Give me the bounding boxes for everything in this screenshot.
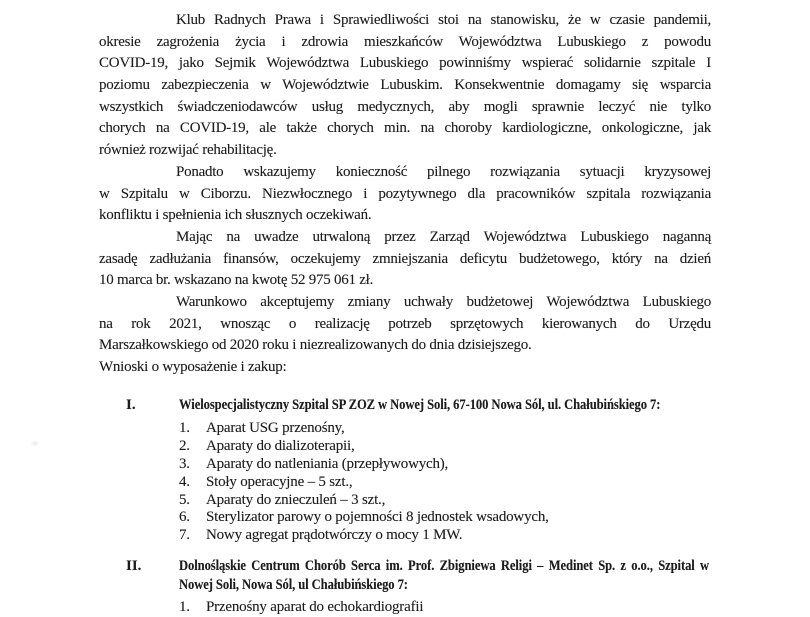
item-number: 1. xyxy=(179,420,190,437)
section-title-line: Nowej Soli, Nowa Sól, ul Chałubińskiego 7: xyxy=(179,576,408,593)
body-line: Warunkowo akceptujemy zmiany uchwały budżetowej Województwa Lubuskiego xyxy=(176,293,711,310)
paragraph-2 xyxy=(99,162,711,227)
body-line: COVID-19, jako Sejmik Województwa Lubuskiego powinniśmy wspierać solidarnie szpitale I xyxy=(99,55,711,72)
paragraph-4 xyxy=(99,292,711,357)
section-title-line: Dolnośląskie Centrum Chorób Serca im. Prof. Zbigniewa Religi – Medinet Sp. z o.o., Szpital w xyxy=(179,557,710,574)
paragraph-3 xyxy=(99,227,711,292)
paragraph-1 xyxy=(99,10,711,162)
requests-intro-line: Wnioski o wyposażenie i zakup: xyxy=(99,359,287,375)
body-line: Marszałkowskiego od 2020 roku i niezrealizowanych do dnia dzisiejszego. xyxy=(99,337,532,354)
item-text: Aparaty do znieczuleń – 3 szt., xyxy=(206,491,386,508)
item-number: 6. xyxy=(179,509,190,526)
document-content xyxy=(99,10,711,617)
section-numeral: I. xyxy=(126,396,136,413)
list-item xyxy=(179,438,711,456)
item-text: Aparat USG przenośny, xyxy=(206,420,345,437)
section-2 xyxy=(99,557,711,617)
scan-artifact xyxy=(30,440,40,447)
item-text: Aparaty do dializoterapii, xyxy=(206,438,355,455)
section-1-items xyxy=(99,420,711,545)
item-number: 5. xyxy=(179,491,190,508)
list-item xyxy=(179,509,711,527)
body-line: Klub Radnych Prawa i Sprawiedliwości stoi na stanowisku, że w czasie pandemii, xyxy=(176,12,711,28)
body-line: zasadę zadłużania finansów, oczekujemy zmniejszania deficytu budżetowego, który na dzień xyxy=(99,250,711,267)
item-text: Aparaty do natleniania (przepływowych), xyxy=(206,455,449,472)
body-line: konfliktu i spełnienia ich słusznych oczekiwań. xyxy=(99,207,372,224)
item-text: Sterylizator parowy o pojemności 8 jednostek wsadowych, xyxy=(206,509,549,526)
body-line: Ponadto wskazujemy konieczność pilnego rozwiązania sytuacji kryzysowej xyxy=(176,163,711,180)
item-number: 3. xyxy=(179,455,190,472)
item-number: 1. xyxy=(179,598,190,615)
list-item xyxy=(179,527,711,545)
section-numeral: II. xyxy=(126,557,142,574)
body-line: 10 marca br. wskazano na kwotę 52 975 061 zł. xyxy=(99,272,374,289)
body-line: poziomu zabezpieczenia w Województwie Lubuskim. Konsekwentnie domagamy się wsparcia xyxy=(99,77,711,94)
item-number: 7. xyxy=(179,527,190,544)
item-text: Przenośny aparat do echokardiografii xyxy=(206,598,424,615)
section-2-heading xyxy=(99,557,711,595)
list-item-cut-off xyxy=(179,599,711,617)
section-title: Wielospecjalistyczny Szpital SP ZOZ w Nowej Soli, 67-100 Nowa Sól, ul. Chałubińskiego 7: xyxy=(179,396,661,413)
item-number: 4. xyxy=(179,473,190,490)
body-line: chorych na COVID-19, ale także chorych min. na choroby kardiologiczne, onkologiczne, jak xyxy=(99,120,711,137)
item-text: Nowy agregat prądotwórczy o mocy 1 MW. xyxy=(206,527,463,544)
body-line: w Szpitalu w Ciborzu. Niezwłocznego i pozytywnego dla pracowników szpitala rozwiązania xyxy=(99,185,711,202)
body-line: Mając na uwadze utrwaloną przez Zarząd Województwa Lubuskiego naganną xyxy=(176,228,711,245)
list-item xyxy=(179,474,711,492)
body-line: również rozwijać rehabilitację. xyxy=(99,142,277,159)
section-2-items xyxy=(99,599,711,617)
body-line: okresie zagrożenia życia i zdrowia mieszkańców Województwa Lubuskiego z powodu xyxy=(99,33,711,50)
requests-sections xyxy=(99,395,711,617)
body-line: na rok 2021, wnosząc o realizację potrzeb sprzętowych kierowanych do Urzędu xyxy=(99,315,711,332)
item-number: 2. xyxy=(179,438,190,455)
body-line: wszystkich świadczeniodawców usług medycznych, aby mogli sprawnie leczyć nie tylko xyxy=(99,98,711,115)
list-item xyxy=(179,492,711,510)
item-text: Stoły operacyjne – 5 szt., xyxy=(206,473,353,490)
list-item xyxy=(179,456,711,474)
section-1 xyxy=(99,395,711,545)
list-item xyxy=(179,420,711,438)
section-1-heading xyxy=(99,395,711,417)
